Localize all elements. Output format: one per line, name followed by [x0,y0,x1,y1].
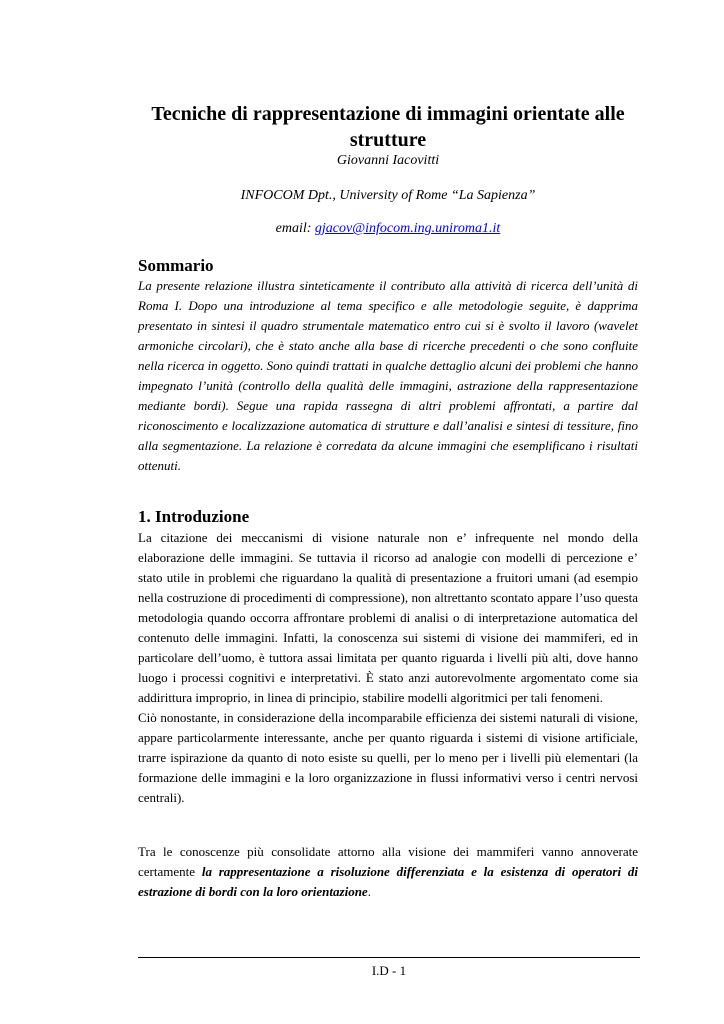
abstract-text: La presente relazione illustra sinteticamente il contributo alla attività di ricerca dell’unità di Roma I. Dopo una introduzione al tema specifico e alle metodologie seguite, è dapprima presentato in sintesi il quadro strumentale matematico entro cui si è svolto il lavoro (wavelet armoniche circolari), che è stato anche alla base di ricerche precedenti o che sono confluite nella ricerca in oggetto. Sono quindi trattati in qualche dettaglio alcuni dei problemi che hanno impegnato l’unità (controllo della qualità delle immagini, astrazione della rappresentazione mediante bordi). Segue una rapida rassegna di altri problemi affrontati, a partire dal riconoscimento e localizzazione automatica di strutture e dall’analisi e sintesi di tessiture, fino alla segmentazione. La relazione è corredata da alcune immagini che esemplificano i risultati ottenuti. [138,278,638,473]
introduction-body [138,528,638,808]
intro-paragraph-3-start: Tra le conoscenze più consolidate attorno alla visione dei mammiferi vanno annoverate certamente [138,844,638,879]
intro-paragraph-3 [138,842,638,902]
section-heading-introduction: 1. Introduzione [138,507,250,526]
author-name: Giovanni Iacovitti [336,153,440,168]
intro-paragraph-3-end: . [367,884,371,899]
author-affiliation: INFOCOM Dpt., University of Rome “La Sapienza” [240,188,536,203]
intro-paragraph-1: La citazione dei meccanismi di visione naturale non e’ infrequente nel mondo della elaborazione delle immagini. Se tuttavia il ricorso ad analogie con modelli di percezione e’ stato utile in problemi che riguardano la qualità di presentazione a fruitori umani (ad esempio nella costruzione di procedimenti di compressione), non altrettanto scontato appare l’uso questa metodologia quando occorra affrontare problemi di analisi o di interpretazione automatica del contenuto delle immagini. Infatti, la conoscenza sui sistemi di visione dei mammiferi, ed in particolare dell’uomo, è tuttora assai limitata per quanto riguarda i livelli più alti, dove hanno luogo i processi cognitivi e interpretativi. È stato anzi autorevolmente argomentato come sia addirittura improprio, in linea di principio, stabilire modelli algoritmici per tali fenomeni. [138,530,638,705]
intro-paragraph-3-emphasis: la rappresentazione a risoluzione differenziata e la esistenza di operatori di estrazione di bordi con la loro orientazione [138,864,639,899]
paper-title: Tecniche di rappresentazione di immagini orientate alle strutture [151,103,625,151]
intro-paragraph-2: Ciò nonostante, in considerazione della incomparabile efficienza dei sistemi naturali di visione, appare particolarmente interessante, anche per quanto riguarda i sistemi di visione artificiale, trarre ispirazione da quanto di noto esiste su quelli, per lo meno per i livelli più elementari (la formazione delle immagini e la loro organizzazione in flussi informativi verso i centri nervosi centrali). [138,710,638,805]
abstract-heading: Sommario [138,256,214,275]
email-label: email: [275,221,315,236]
page-number: I.D - 1 [371,963,407,978]
footer-divider [138,957,640,958]
author-email [138,220,638,238]
email-link[interactable]: gjacov@infocom.ing.uniroma1.it [314,221,501,236]
